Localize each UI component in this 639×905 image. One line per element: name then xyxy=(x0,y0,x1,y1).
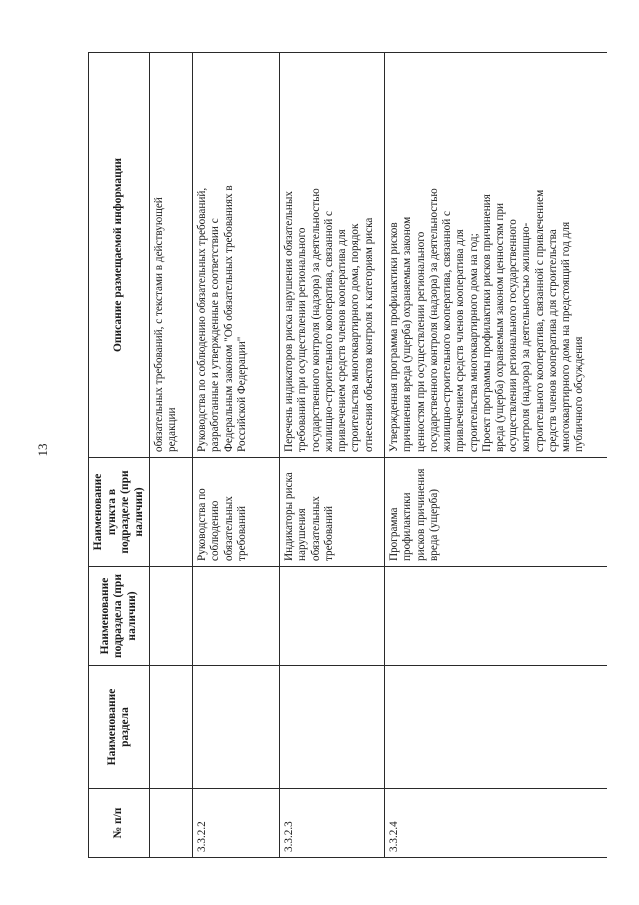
header-section: Наименование раздела xyxy=(89,666,150,789)
description-line: Руководства по соблюдению обязательных требований, xyxy=(196,187,209,452)
cell-num: 3.3.2.2 xyxy=(193,789,280,858)
description-line: привлечением средств членов кооператива для xyxy=(454,229,467,452)
description-line: обязательных требований, с текстами в действующей xyxy=(153,197,166,452)
cell-item: Программа профилактики рисков причинения вреда (ущерба) xyxy=(385,458,607,567)
description-line: Перечень индикаторов риска нарушения обязательных xyxy=(283,191,296,452)
description-line: строительного кооператива, связанной с привлечением xyxy=(533,189,546,452)
description-line: публичного обсуждения xyxy=(573,336,586,452)
cell-description xyxy=(385,53,607,458)
description-line: государственного контроля (надзора) за деятельностью xyxy=(309,188,322,452)
rotated-table-frame xyxy=(88,52,607,858)
cell-item: Руководства по соблюдению обязательных требований xyxy=(193,458,280,567)
description-line: средств членов кооператива для строительства xyxy=(546,229,559,452)
description-line: строительства многоквартирного дома, порядок xyxy=(349,223,362,452)
cell-description xyxy=(193,53,280,458)
cell-section xyxy=(385,666,607,789)
description-line: жилищно-строительного кооператива, связанной с xyxy=(441,211,454,452)
description-line: Российской Федерации" xyxy=(235,336,248,452)
description-line: осуществлении регионального государственного xyxy=(507,219,520,452)
cell-subsection xyxy=(150,567,193,666)
cell-item xyxy=(150,458,193,567)
cell-num: 3.3.2.3 xyxy=(280,789,385,858)
cell-section xyxy=(150,666,193,789)
header-row xyxy=(89,53,150,858)
header-description: Описание размещаемой информации xyxy=(89,53,150,458)
cell-section xyxy=(193,666,280,789)
description-line: вреда (ущерба) охраняемым законом ценностям при xyxy=(494,202,506,452)
header-item: Наименование пункта в подразделе (при наличии) xyxy=(89,458,150,567)
cell-item: Индикаторы риска нарушения обязательных требований xyxy=(280,458,385,567)
description-line: разработанные и утвержденные в соответствии с xyxy=(209,218,222,452)
cell-num: 3.3.2.4 xyxy=(385,789,607,858)
table-row xyxy=(280,53,385,858)
table-row xyxy=(193,53,280,858)
description-line: многоквартирного дома на предстоящий год для xyxy=(560,221,573,452)
page-number: 13 xyxy=(35,443,50,457)
description-line: контроля (надзора) за деятельностью жилищно- xyxy=(520,222,533,452)
cell-num xyxy=(150,789,193,858)
description-line: причинения вреда (ущерба) охраняемым законом xyxy=(401,216,414,452)
cell-description xyxy=(150,53,193,458)
description-line: Утвержденная программа профилактики рисков xyxy=(388,222,401,452)
description-line: Федеральным законом "Об обязательных требованиях в xyxy=(222,185,235,452)
header-num: № п/п xyxy=(89,789,150,858)
table-row xyxy=(150,53,193,858)
description-line: Проект программы профилактики рисков причинения xyxy=(480,194,493,452)
description-line: редакции xyxy=(166,407,179,452)
table-row xyxy=(385,53,607,858)
cell-description xyxy=(280,53,385,458)
description-line: отнесения объектов контроля к категориям риска xyxy=(362,217,375,452)
description-line: жилищно-строительного кооператива, связанной с xyxy=(322,211,335,452)
cell-subsection xyxy=(193,567,280,666)
description-line: ценностям при осуществлении регионального xyxy=(414,231,427,452)
cell-subsection xyxy=(280,567,385,666)
cell-section xyxy=(280,666,385,789)
description-line: строительства многоквартирного дома на год; xyxy=(467,233,480,452)
header-subsection: Наименование подраздела (при наличии) xyxy=(89,567,150,666)
description-line: привлечением средств членов кооператива для xyxy=(336,229,349,452)
cell-subsection xyxy=(385,567,607,666)
requirements-table xyxy=(88,52,607,858)
description-line: государственного контроля (надзора) за деятельностью xyxy=(427,188,440,452)
description-line: требований при осуществлении регионального xyxy=(296,227,309,452)
